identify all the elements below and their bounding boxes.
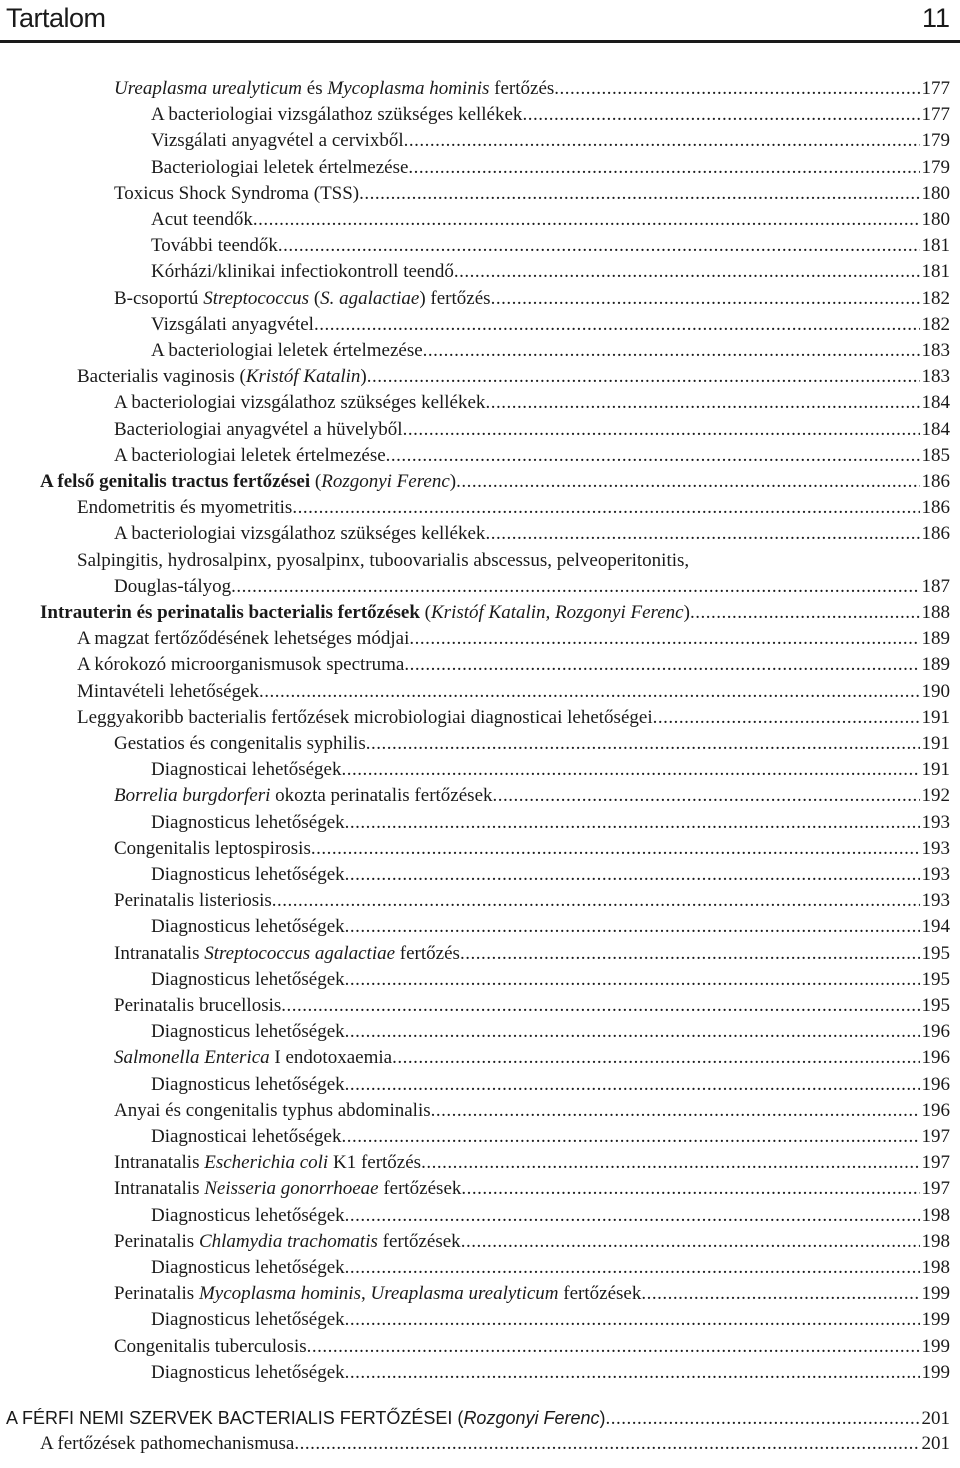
toc-title-segment: A magzat fertőződésének lehetséges módjai bbox=[77, 628, 410, 650]
dot-leader bbox=[311, 836, 920, 862]
toc-page-number: 191 bbox=[921, 733, 950, 754]
dot-leader bbox=[454, 259, 920, 285]
toc-entry-title bbox=[151, 810, 345, 836]
toc-entry-title bbox=[114, 417, 403, 443]
toc-entry[interactable] bbox=[0, 705, 960, 731]
toc-entry-title bbox=[114, 731, 366, 757]
dot-leader bbox=[421, 1150, 919, 1176]
toc-page-number: 180 bbox=[921, 209, 950, 230]
toc-entry-title bbox=[6, 1405, 606, 1431]
toc-entry[interactable] bbox=[0, 888, 960, 914]
toc-title-segment: Mycoplasma hominis bbox=[327, 78, 490, 99]
toc-title-segment: Endometritis és myometritis bbox=[77, 497, 293, 519]
toc-entry-title bbox=[151, 1072, 345, 1098]
dot-leader bbox=[345, 810, 920, 836]
toc-entry-title bbox=[77, 364, 367, 390]
dot-leader bbox=[231, 574, 919, 600]
toc-title-segment: Vizsgálati anyagvétel bbox=[151, 313, 314, 335]
toc-entry[interactable] bbox=[0, 1045, 960, 1071]
toc-title-segment: Diagnosticus lehetőségek bbox=[151, 1257, 345, 1278]
toc-entry-title bbox=[114, 574, 231, 600]
toc-title-segment: Bacteriologiai anyagvétel a hüvelyből bbox=[114, 418, 403, 440]
toc-entry[interactable] bbox=[0, 1019, 960, 1045]
toc-page-number: 186 bbox=[921, 471, 950, 492]
toc-title-segment: Neisseria gonorrhoeae bbox=[204, 1178, 379, 1200]
header-rule bbox=[0, 40, 960, 43]
toc-entry[interactable] bbox=[0, 626, 960, 652]
toc-entry-title bbox=[151, 1360, 345, 1386]
toc-title-segment: Mintavételi lehetőségek bbox=[77, 680, 260, 702]
dot-leader bbox=[345, 1203, 920, 1229]
running-header bbox=[0, 0, 960, 46]
dot-leader bbox=[403, 417, 920, 443]
toc-title-segment: Escherichia coli bbox=[204, 1152, 329, 1174]
toc-entry-title bbox=[151, 102, 522, 128]
dot-leader bbox=[491, 286, 920, 312]
toc-entry[interactable] bbox=[0, 1098, 960, 1124]
toc-title-segment: A felső genitalis tractus fertőzései bbox=[40, 471, 311, 492]
toc-page-number: 196 bbox=[921, 1021, 950, 1043]
dot-leader bbox=[345, 1307, 920, 1333]
dot-leader bbox=[485, 390, 919, 416]
toc-title-segment: Perinatalis bbox=[114, 1230, 199, 1252]
dot-leader bbox=[345, 1072, 920, 1098]
toc-title-segment: Diagnosticus lehetőségek bbox=[151, 1361, 345, 1383]
dot-leader bbox=[367, 364, 920, 390]
toc-page-number: 197 bbox=[921, 1178, 950, 1200]
dot-leader bbox=[431, 1098, 920, 1124]
dot-leader bbox=[392, 1045, 919, 1071]
toc-entry[interactable] bbox=[0, 810, 960, 836]
dot-leader bbox=[485, 521, 919, 547]
dot-leader bbox=[641, 1281, 919, 1307]
toc-page-number: 195 bbox=[921, 995, 950, 1016]
dot-leader bbox=[345, 914, 920, 940]
toc-entry-title bbox=[114, 993, 281, 1019]
toc-page-number: 194 bbox=[921, 916, 950, 938]
toc-title-segment: A FÉRFI NEMI SZERVEK BACTERIALIS FERTŐZÉSEI ( bbox=[6, 1408, 464, 1428]
toc-entry-title bbox=[114, 181, 359, 207]
toc-title-segment: További teendők bbox=[151, 235, 278, 257]
toc-entry[interactable] bbox=[0, 233, 960, 259]
toc-title-segment: Bacteriologiai leletek értelmezése bbox=[151, 156, 409, 178]
dot-leader bbox=[281, 993, 919, 1019]
toc-title-segment: ) bbox=[449, 471, 457, 492]
toc-title-segment: Borrelia burgdorferi bbox=[114, 785, 271, 807]
toc-entry-title bbox=[40, 1431, 294, 1457]
toc-entry[interactable] bbox=[0, 364, 960, 390]
toc-page-number: 179 bbox=[921, 130, 950, 152]
toc-title-segment: Salpingitis, hydrosalpinx, pyosalpinx, tuboovarialis abscessus, pelveoperitonitis, bbox=[77, 549, 690, 571]
toc-entry[interactable] bbox=[0, 1072, 960, 1098]
toc-page-number: 186 bbox=[921, 497, 950, 519]
toc-entry-title bbox=[114, 836, 311, 862]
toc-entry-title bbox=[151, 862, 345, 888]
toc-title-segment: ( bbox=[310, 471, 322, 492]
toc-title-segment: Anyai és congenitalis typhus abdominalis bbox=[114, 1099, 431, 1121]
dot-leader bbox=[345, 862, 920, 888]
toc-title-segment: A bacteriologiai vizsgálathoz szükséges kellékek bbox=[114, 523, 486, 545]
toc-entry[interactable] bbox=[0, 259, 960, 285]
toc-title-segment: ) bbox=[683, 602, 690, 623]
dot-leader bbox=[404, 128, 920, 154]
toc-entry-title bbox=[114, 443, 386, 469]
toc-entry[interactable] bbox=[0, 207, 960, 233]
toc-page-number: 191 bbox=[921, 706, 950, 728]
toc-entry[interactable] bbox=[0, 836, 960, 862]
toc-entry[interactable] bbox=[0, 1255, 960, 1281]
toc-entry-title bbox=[77, 679, 259, 705]
toc-title-segment: K1 fertőzés bbox=[328, 1152, 422, 1174]
toc-title-segment: A fertőzések pathomechanismusa bbox=[40, 1433, 295, 1455]
toc-title-segment: Douglas-tályog bbox=[114, 575, 232, 597]
toc-entry-title bbox=[151, 967, 345, 993]
toc-title-segment: Toxicus Shock Syndroma (TSS) bbox=[114, 182, 360, 204]
dot-leader bbox=[253, 207, 920, 233]
toc-entry-title bbox=[151, 233, 278, 259]
toc-title-segment: fertőzések bbox=[378, 1178, 462, 1200]
toc-title-segment: Ureaplasma urealyticum bbox=[114, 78, 303, 99]
toc-entry[interactable] bbox=[0, 652, 960, 678]
dot-leader bbox=[294, 1431, 919, 1457]
dot-leader bbox=[345, 967, 920, 993]
toc-entry-title bbox=[151, 1203, 345, 1229]
toc-page-number: 193 bbox=[921, 864, 950, 885]
dot-leader bbox=[493, 783, 920, 809]
toc-entry[interactable] bbox=[0, 574, 960, 600]
toc-entry[interactable] bbox=[0, 731, 960, 757]
dot-leader bbox=[272, 888, 920, 914]
toc-entry[interactable] bbox=[0, 1360, 960, 1386]
toc-title-segment: Mycoplasma hominis bbox=[198, 1283, 361, 1305]
dot-leader bbox=[259, 679, 919, 705]
toc-entry-title bbox=[114, 76, 554, 102]
toc-title-segment: Perinatalis bbox=[114, 1283, 199, 1305]
toc-entry[interactable] bbox=[0, 679, 960, 705]
toc-entry-title bbox=[151, 757, 341, 783]
toc-entry-title bbox=[114, 286, 491, 312]
toc-entry[interactable] bbox=[0, 862, 960, 888]
toc-page-number: 196 bbox=[921, 1099, 950, 1121]
dot-leader bbox=[423, 338, 920, 364]
toc-page-number: 199 bbox=[921, 1361, 950, 1383]
toc-entry-continued[interactable] bbox=[0, 548, 960, 574]
toc-entry-title bbox=[151, 914, 345, 940]
dot-leader bbox=[408, 155, 919, 181]
toc-title-segment: Diagnosticus lehetőségek bbox=[151, 1021, 345, 1043]
toc-page-number: 182 bbox=[921, 313, 950, 335]
toc-entry[interactable] bbox=[0, 128, 960, 154]
toc-entry[interactable] bbox=[0, 967, 960, 993]
toc-entry[interactable] bbox=[0, 155, 960, 181]
toc-title-segment: Ureaplasma urealyticum bbox=[370, 1283, 559, 1305]
dot-leader bbox=[456, 469, 919, 495]
dot-leader bbox=[345, 1019, 920, 1045]
toc-entry-title bbox=[40, 469, 456, 495]
toc-page-number: 199 bbox=[921, 1335, 950, 1357]
dot-leader bbox=[345, 1360, 920, 1386]
toc-title-segment: I endotoxaemia bbox=[269, 1047, 393, 1069]
toc-title-segment: ) fertőzés bbox=[419, 287, 491, 309]
toc-title-segment: okozta perinatalis fertőzések bbox=[270, 785, 493, 807]
toc-page-number: 181 bbox=[921, 235, 950, 257]
toc-entry-title bbox=[114, 1281, 641, 1307]
toc-title-segment: fertőzés bbox=[489, 78, 555, 99]
dot-leader bbox=[292, 495, 919, 521]
toc-entry[interactable] bbox=[0, 390, 960, 416]
toc-title-segment: Intrauterin és perinatalis bacterialis fertőzések bbox=[40, 602, 420, 623]
toc-entry[interactable] bbox=[0, 1203, 960, 1229]
toc-page-number: 177 bbox=[921, 78, 950, 99]
toc-title-segment: Intranatalis bbox=[114, 942, 205, 964]
toc-page-number: 190 bbox=[921, 680, 950, 702]
dot-leader bbox=[409, 626, 919, 652]
toc-title-segment: Congenitalis tuberculosis bbox=[114, 1335, 307, 1357]
toc-title-segment: S. agalactiae bbox=[320, 287, 420, 309]
toc-title-segment: Congenitalis leptospirosis bbox=[114, 837, 311, 859]
toc-entry[interactable] bbox=[0, 1405, 960, 1431]
toc-title-segment: Diagnosticus lehetőségek bbox=[151, 968, 345, 990]
toc-title-segment: Diagnosticus lehetőségek bbox=[151, 1309, 345, 1331]
toc-entry[interactable] bbox=[0, 993, 960, 1019]
toc-entry-title bbox=[114, 941, 460, 967]
toc-entry[interactable] bbox=[0, 338, 960, 364]
toc-page-number: 177 bbox=[921, 104, 950, 126]
toc-title-segment: Diagnosticus lehetőségek bbox=[151, 864, 345, 885]
toc-entry[interactable] bbox=[0, 1229, 960, 1255]
toc-page-number: 179 bbox=[921, 156, 950, 178]
toc-entry[interactable] bbox=[0, 1334, 960, 1360]
dot-leader bbox=[307, 1334, 920, 1360]
toc-title-segment: B-csoportú bbox=[114, 287, 204, 309]
toc-entry[interactable] bbox=[0, 1281, 960, 1307]
toc-entry-title bbox=[151, 207, 253, 233]
toc-entry[interactable] bbox=[0, 443, 960, 469]
toc-entry[interactable] bbox=[0, 941, 960, 967]
toc-entry[interactable] bbox=[0, 521, 960, 547]
toc-title-segment: Vizsgálati anyagvétel a cervixből bbox=[151, 130, 404, 152]
toc-title-segment: Salmonella Enterica bbox=[114, 1047, 270, 1069]
toc-title-segment: Streptococcus bbox=[203, 287, 310, 309]
toc-page-number: 193 bbox=[921, 890, 950, 912]
toc-entry[interactable] bbox=[0, 181, 960, 207]
toc-entry-title bbox=[77, 705, 653, 731]
toc-title-segment: Diagnosticai lehetőségek bbox=[151, 759, 342, 781]
toc-entry[interactable] bbox=[0, 600, 960, 626]
toc-title-segment: Leggyakoribb bacterialis fertőzések microbiologiai diagnosticai lehetőségei bbox=[77, 706, 653, 728]
toc-entry[interactable] bbox=[0, 286, 960, 312]
toc-page-number: 198 bbox=[921, 1257, 950, 1278]
dot-leader bbox=[461, 1229, 920, 1255]
toc-entry-title bbox=[77, 626, 409, 652]
toc-title-segment: Diagnosticus lehetőségek bbox=[151, 811, 345, 833]
toc-entry[interactable] bbox=[0, 312, 960, 338]
toc-entry-title bbox=[151, 155, 408, 181]
dot-leader bbox=[461, 1176, 919, 1202]
toc-page-number: 201 bbox=[921, 1408, 950, 1429]
toc-page-number: 199 bbox=[921, 1283, 950, 1305]
toc-title-segment: és bbox=[302, 78, 328, 99]
toc-entry-title bbox=[151, 338, 423, 364]
dot-leader bbox=[460, 941, 920, 967]
toc-title-segment: Diagnosticai lehetőségek bbox=[151, 1126, 342, 1147]
toc-title-segment: Bacterialis vaginosis ( bbox=[77, 366, 246, 388]
toc-page-number: 193 bbox=[921, 837, 950, 859]
dot-leader bbox=[522, 102, 919, 128]
toc-page-number: 191 bbox=[921, 759, 950, 781]
toc-entry[interactable] bbox=[0, 495, 960, 521]
toc-entry-title bbox=[114, 1150, 421, 1176]
toc-entry[interactable] bbox=[0, 914, 960, 940]
toc-page-number: 183 bbox=[921, 340, 950, 361]
dot-leader bbox=[341, 757, 919, 783]
toc-title-segment: Rozgonyi Ferenc bbox=[463, 1408, 600, 1428]
toc-entry[interactable] bbox=[0, 783, 960, 809]
toc-entry-title bbox=[114, 390, 485, 416]
toc-page-number: 182 bbox=[921, 287, 950, 309]
toc-entry-title bbox=[114, 1229, 461, 1255]
toc-page-number: 186 bbox=[921, 523, 950, 545]
toc-entry-title bbox=[151, 1019, 345, 1045]
toc-entry-title bbox=[77, 548, 689, 574]
toc-title-segment: Kórházi/klinikai infectiokontroll teendő bbox=[151, 261, 454, 283]
toc-title-segment: Diagnosticus lehetőségek bbox=[151, 916, 345, 938]
toc-title-segment: ) bbox=[599, 1408, 606, 1428]
toc-entry-title bbox=[151, 312, 314, 338]
toc-page-number: 198 bbox=[921, 1204, 950, 1226]
toc-title-segment: Intranatalis bbox=[114, 1178, 205, 1200]
toc-entry-title bbox=[151, 128, 404, 154]
toc-entry-title bbox=[151, 259, 454, 285]
toc-title-segment: fertőzés bbox=[395, 942, 460, 964]
toc-entry-title bbox=[114, 783, 493, 809]
toc-page-number: 193 bbox=[921, 811, 950, 833]
toc-entry-title bbox=[114, 888, 272, 914]
toc-title-segment: Rozgonyi Ferenc bbox=[321, 471, 450, 492]
toc-entry[interactable] bbox=[0, 1176, 960, 1202]
toc-title-segment: Diagnosticus lehetőségek bbox=[151, 1073, 345, 1095]
toc-entry-title bbox=[40, 600, 690, 626]
toc-entry-title bbox=[77, 652, 404, 678]
toc-entry-title bbox=[77, 495, 292, 521]
toc-title-segment: A bacteriologiai vizsgálathoz szükséges kellékek bbox=[114, 392, 486, 414]
toc-title-segment: ( bbox=[419, 602, 431, 623]
toc-entry-title bbox=[151, 1255, 345, 1281]
dot-leader bbox=[359, 181, 919, 207]
toc-entry-title bbox=[114, 1098, 431, 1124]
toc-page-number: 189 bbox=[921, 654, 950, 676]
toc-page-number: 184 bbox=[921, 392, 950, 414]
toc-entry[interactable] bbox=[0, 1150, 960, 1176]
toc-entry[interactable] bbox=[0, 1124, 960, 1150]
toc-page-number: 196 bbox=[921, 1047, 950, 1069]
toc-page-number: 180 bbox=[921, 182, 950, 204]
dot-leader bbox=[653, 705, 920, 731]
toc-page-number: 183 bbox=[921, 366, 950, 388]
dot-leader bbox=[345, 1255, 920, 1281]
toc-title-segment: , bbox=[360, 1283, 371, 1305]
toc-title-segment: ( bbox=[309, 287, 321, 309]
toc-page-number: 197 bbox=[921, 1152, 950, 1174]
toc-entry-title bbox=[114, 521, 485, 547]
toc-entry[interactable] bbox=[0, 76, 960, 102]
toc-entry-title bbox=[114, 1334, 307, 1360]
toc-title-segment: Perinatalis listeriosis bbox=[114, 890, 272, 912]
toc-entry[interactable] bbox=[0, 469, 960, 495]
toc-title-segment: fertőzések bbox=[558, 1283, 642, 1305]
toc-page-number: 192 bbox=[921, 785, 950, 807]
toc-entry[interactable] bbox=[0, 417, 960, 443]
toc-entry-title bbox=[151, 1307, 345, 1333]
toc-page-number: 198 bbox=[921, 1230, 950, 1252]
toc-title-segment: Acut teendők bbox=[151, 209, 253, 230]
toc-title-segment: A bacteriologiai vizsgálathoz szükséges kellékek bbox=[151, 104, 523, 126]
running-header-page-number: 11 bbox=[921, 3, 950, 33]
toc-page-number: 188 bbox=[921, 602, 950, 623]
toc-page-number: 181 bbox=[921, 261, 950, 283]
dot-leader bbox=[554, 76, 919, 102]
toc-title-segment: A bacteriologiai leletek értelmezése bbox=[151, 340, 423, 361]
toc-title-segment: ) bbox=[360, 366, 367, 388]
dot-leader bbox=[341, 1124, 919, 1150]
toc-entry-title bbox=[114, 1045, 392, 1071]
dot-leader bbox=[314, 312, 920, 338]
dot-leader bbox=[606, 1406, 920, 1432]
toc-page-number: 195 bbox=[921, 942, 950, 964]
toc-page-number: 189 bbox=[921, 628, 950, 650]
toc-page-number: 201 bbox=[921, 1433, 950, 1455]
toc-title-segment: Gestatios és congenitalis syphilis bbox=[114, 733, 366, 754]
running-header-title: Tartalom bbox=[6, 3, 106, 33]
toc-entry-title bbox=[114, 1176, 461, 1202]
toc-title-segment: A kórokozó microorganismusok spectruma bbox=[77, 654, 405, 676]
toc-title-segment: A bacteriologiai leletek értelmezése bbox=[114, 444, 386, 466]
dot-leader bbox=[386, 443, 920, 469]
toc-entry[interactable] bbox=[0, 757, 960, 783]
toc-title-segment: Chlamydia trachomatis bbox=[198, 1230, 378, 1252]
toc-page-number: 199 bbox=[921, 1309, 950, 1331]
toc-entry-title bbox=[151, 1124, 341, 1150]
dot-leader bbox=[366, 731, 920, 757]
toc-entry[interactable] bbox=[0, 1307, 960, 1333]
toc-title-segment: Diagnosticus lehetőségek bbox=[151, 1204, 345, 1226]
toc-page-number: 184 bbox=[921, 418, 950, 440]
toc-title-segment: Kristóf Katalin, Rozgonyi Ferenc bbox=[431, 602, 684, 623]
toc-page-number: 195 bbox=[921, 968, 950, 990]
dot-leader bbox=[690, 600, 920, 626]
dot-leader bbox=[404, 652, 919, 678]
dot-leader bbox=[278, 233, 920, 259]
toc-title-segment: Intranatalis bbox=[114, 1152, 205, 1174]
toc-title-segment: Kristóf Katalin bbox=[245, 366, 361, 388]
toc-page-number: 185 bbox=[921, 444, 950, 466]
toc-title-segment: fertőzések bbox=[377, 1230, 461, 1252]
toc-entry[interactable] bbox=[0, 102, 960, 128]
toc-page-number: 197 bbox=[921, 1126, 950, 1147]
toc-entry[interactable] bbox=[0, 1431, 960, 1457]
toc-page-number: 196 bbox=[921, 1073, 950, 1095]
toc-title-segment: Streptococcus agalactiae bbox=[204, 942, 396, 964]
toc-page-number: 187 bbox=[921, 575, 950, 597]
toc-title-segment: Perinatalis brucellosis bbox=[114, 995, 282, 1016]
